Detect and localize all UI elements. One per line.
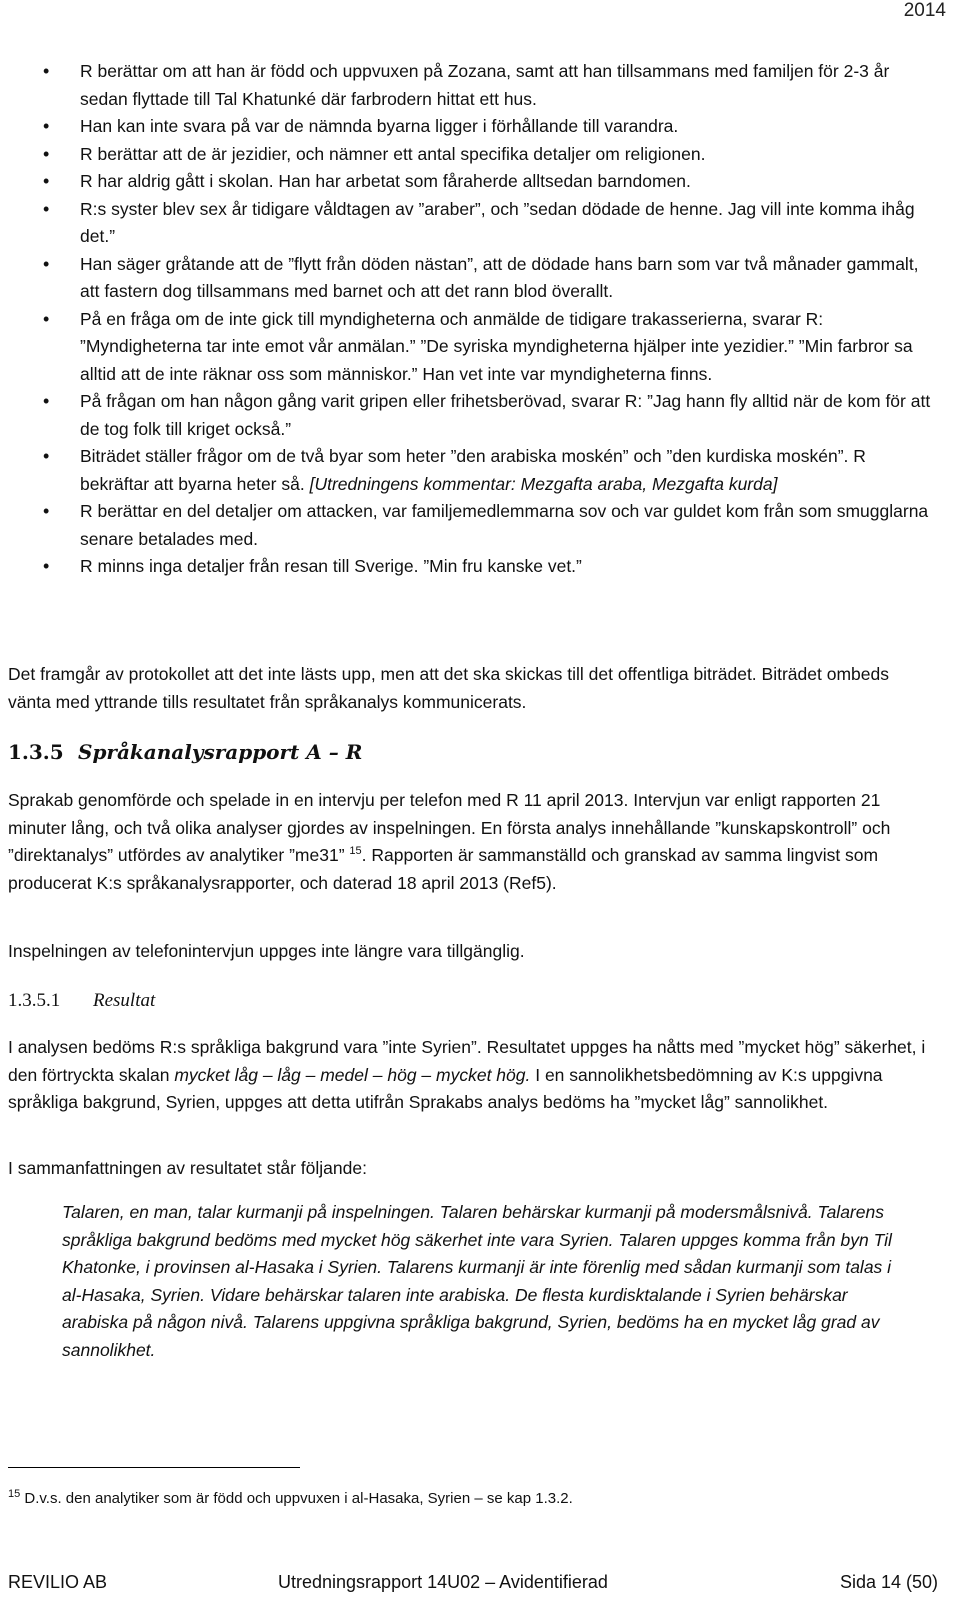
footnote-ref[interactable]: 15 bbox=[349, 845, 362, 858]
list-item: • R berättar om att han är född och uppvuxen på Zozana, samt att han tillsammans med familjen för 2-3 år sedan flyttade till Tal Khatunké där farbrodern hittat ett hus. bbox=[0, 58, 960, 113]
list-item: • Han kan inte svara på var de nämnda byarna ligger i förhållande till varandra. bbox=[0, 113, 960, 141]
list-item-text: Biträdet ställer frågor om de två byar som heter ”den arabiska moskén” och ”den kurdiska moskén”. R bekräftar att byarna heter så. bbox=[80, 446, 866, 494]
footnote bbox=[8, 1488, 928, 1507]
list-item: • R minns inga detaljer från resan till Sverige. ”Min fru kanske vet.” bbox=[0, 553, 960, 581]
sprakab-text-after: . Rapporten är sammanställd och granskad av samma lingvist som producerat K:s språkanalysrapporter, och daterad 18 april 2013 (Ref5). bbox=[8, 845, 879, 893]
footnote-text: D.v.s. den analytiker som är född och uppvuxen i al-Hasaka, Syrien – se kap 1.3.2. bbox=[20, 1490, 573, 1507]
subsection-heading bbox=[8, 990, 155, 1012]
section-title: Språkanalysrapport A – R bbox=[78, 740, 363, 764]
result-paragraph bbox=[8, 1034, 934, 1117]
list-item: • R:s syster blev sex år tidigare våldtagen av ”araber”, och ”sedan dödade de henne. Jag vill inte komma ihåg det.” bbox=[0, 196, 960, 251]
certainty-scale: mycket låg – låg – medel – hög – mycket hög. bbox=[174, 1064, 531, 1085]
list-item: • På frågan om han någon gång varit gripen eller frihetsberövad, svarar R: ”Jag hann fly alltid när de kom för att de tog folk till kriget också.” bbox=[0, 388, 960, 443]
footer-report-title: Utredningsrapport 14U02 – Avidentifierad bbox=[278, 1572, 608, 1592]
investigation-comment: [Utredningens kommentar: Mezgafta araba, Mezgafta kurda] bbox=[309, 473, 778, 494]
list-item: • Han säger gråtande att de ”flytt från döden nästan”, att de dödade hans barn som var två månader gammalt, att fastern dog tillsammans med barnet och att det rann blod överallt. bbox=[0, 251, 960, 306]
subsection-number: 1.3.5.1 bbox=[8, 990, 61, 1011]
summary-quote: Talaren, en man, talar kurmanji på inspelningen. Talaren behärskar kurmanji på modersmålsnivå. Talarens språkliga bakgrund bedöms med mycket hög säkerhet inte vara Syrien. Talaren uppges komma från byn Til Khatonke, i provinsen al-Hasaka i Syrien. Talarens kurmanji är inte förenlig med sådan kurmanji som talas i al-Hasaka, Syrien. Vidare behärskar talaren inte arabiska. De flesta kurdisktalande i Syrien behärskar arabiska på någon nivå. Talarens uppgivna språkliga bakgrund, Syrien, bedöms ha en mycket låg grad av sannolikhet. bbox=[62, 1202, 892, 1360]
footnote-number: 15 bbox=[8, 1488, 21, 1500]
sprakab-paragraph bbox=[8, 787, 934, 897]
list-item: • R berättar en del detaljer om attacken, var familjemedlemmarna sov och var guldet kom från som smugglarna senare betalades med. bbox=[0, 498, 960, 553]
list-item bbox=[0, 443, 960, 498]
footer-company: REVILIO AB bbox=[8, 1572, 108, 1592]
result-text: I analysen bedöms R:s språkliga bakgrund vara ”inte Syrien”. Resultatet uppges ha nåtts med ”mycket hög” säkerhet, i den förtryckta skalan bbox=[8, 1037, 926, 1085]
protocol-paragraph: Det framgår av protokollet att det inte lästs upp, men att det ska skickas till det offentliga biträdet. Biträdet ombeds vänta med yttrande tills resultatet från språkanalys kommunicerats. bbox=[8, 664, 889, 712]
recording-paragraph: Inspelningen av telefonintervjun uppges inte längre vara tillgänglig. bbox=[8, 941, 525, 961]
header-year: 2014 bbox=[903, 0, 946, 21]
sprakab-text: Sprakab genomförde och spelade in en intervju per telefon med R 11 april 2013. Intervjun var enligt rapporten 21 minuter lång, och två olika analyser gjordes av inspelningen. En första analys innehållande ”kunskapskontroll” och ”direktanalys” utfördes av analytiker ”me31” bbox=[8, 790, 891, 865]
footer-page-number: Sida 14 (50) bbox=[839, 1572, 938, 1592]
list-item: • R har aldrig gått i skolan. Han har arbetat som fåraherde alltsedan barndomen. bbox=[0, 168, 960, 196]
interview-bullet-list bbox=[0, 58, 960, 581]
list-item: • R berättar att de är jezidier, och nämner ett antal specifika detaljer om religionen. bbox=[0, 141, 960, 169]
subsection-title: Resultat bbox=[93, 990, 156, 1011]
page-footer bbox=[8, 1572, 938, 1602]
list-item: • På en fråga om de inte gick till myndigheterna och anmälde de tidigare trakasserierna, svarar R: ”Myndigheterna tar inte emot vår anmälan.” ”De syriska myndigheterna hjälper inte yezidier.” ”Min farbror sa alltid att de inte räknar oss som människor.” Han vet inte var myndigheterna finns. bbox=[0, 306, 960, 389]
section-heading bbox=[8, 740, 362, 764]
summary-intro: I sammanfattningen av resultatet står följande: bbox=[8, 1158, 367, 1178]
footnote-divider bbox=[8, 1467, 300, 1468]
section-number: 1.3.5 bbox=[8, 740, 64, 764]
result-text-after: I en sannolikhetsbedömning av K:s uppgivna språkliga bakgrund, Syrien, uppges att detta utifrån Sprakabs analys bedöms ha ”mycket låg” sannolikhet. bbox=[8, 1064, 883, 1112]
